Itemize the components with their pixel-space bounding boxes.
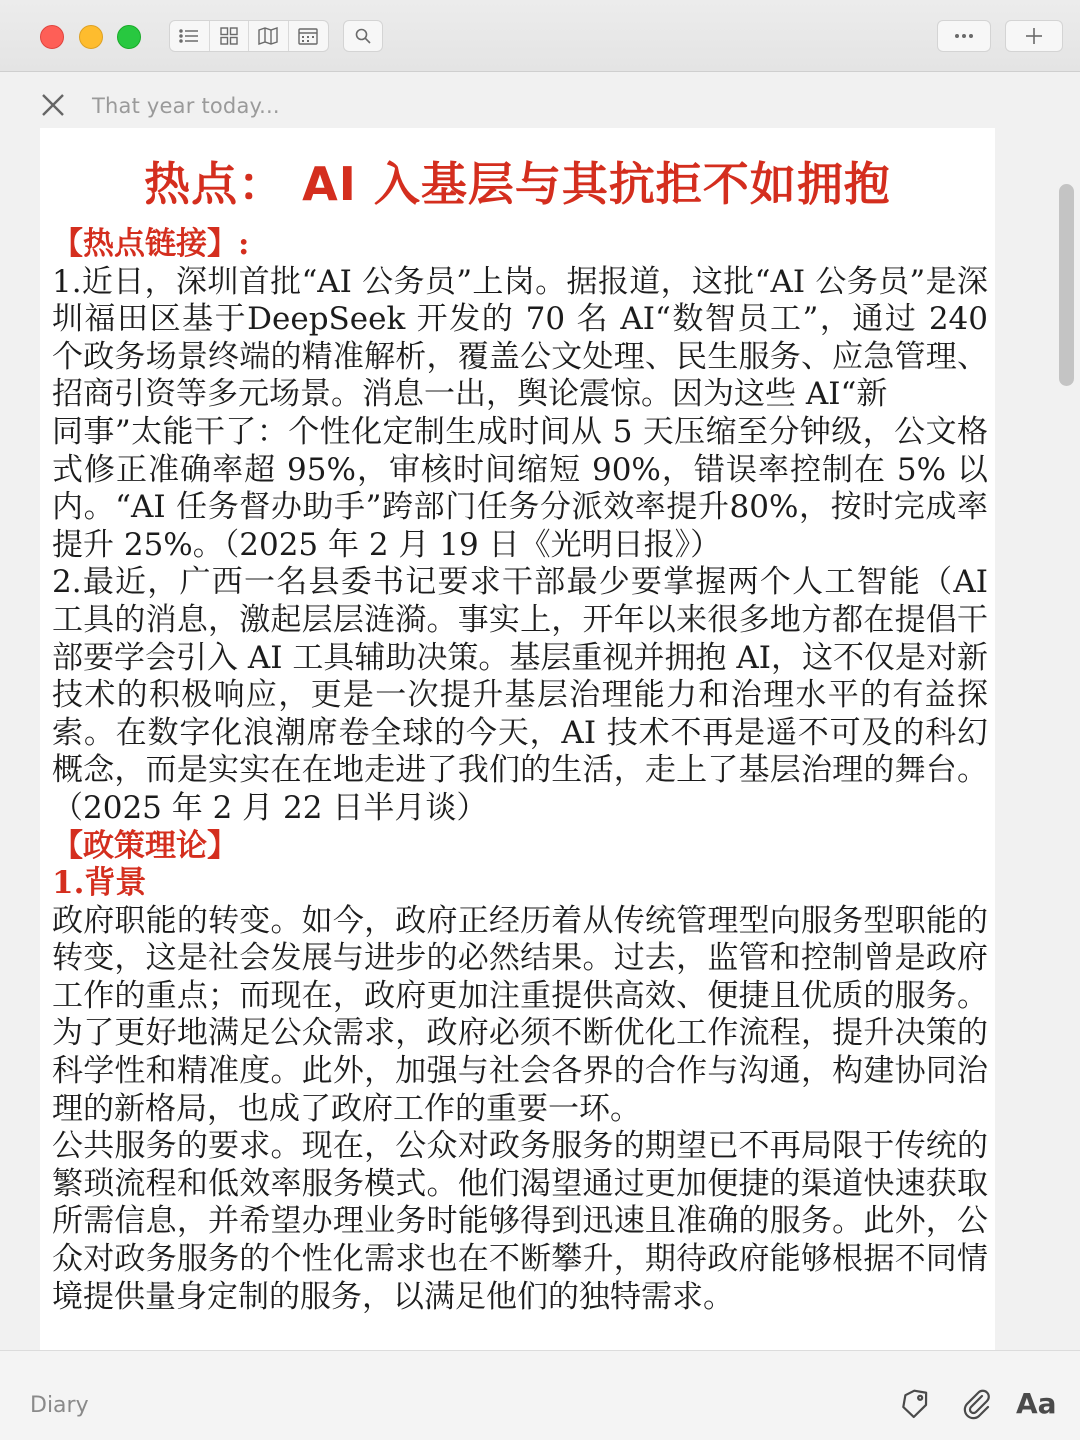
entry-title-field[interactable]: That year today...	[92, 94, 280, 118]
paragraph-3: 政府职能的转变。如今，政府正经历着从传统管理型向服务型职能的转变，这是社会发展与进步的必然结果。过去，监管和控制曾是政府工作的重点；而现在，政府更加注重提供高效、便捷且优质的服务。为了更好地满足公众需求，政府必须不断优化工作流程，提升决策的科学性和精准度。此外，加强与社会各界的合作与沟通，构建协同治理的新格局，也成了政府工作的重要一环。	[52, 902, 988, 1127]
view-switcher	[169, 20, 329, 52]
calendar-icon	[298, 27, 318, 45]
subsection-background: 1.背景	[52, 865, 147, 902]
map-icon	[258, 27, 278, 45]
journal-selector[interactable]: Diary	[30, 1393, 89, 1418]
font-format-button[interactable]: Aa	[1016, 1387, 1057, 1420]
more-button[interactable]	[938, 21, 990, 51]
close-icon[interactable]	[38, 90, 68, 120]
new-entry-button[interactable]	[1006, 21, 1062, 51]
paragraph-4: 公共服务的要求。现在，公众对政务服务的期望已不再局限于传统的繁琐流程和低效率服务模式。他们渴望通过更加便捷的渠道快速获取所需信息，并希望办理业务时能够得到迅速且准确的服务。此外，公众对政务服务的个性化需求也在不断攀升，期待政府能够根据不同情境提供量身定制的服务，以满足他们的独特需求。	[52, 1128, 988, 1315]
map-view-button[interactable]	[249, 21, 289, 51]
search-icon	[354, 27, 372, 45]
list-icon	[179, 28, 199, 44]
search-group	[343, 20, 383, 52]
section-hot-link: 【热点链接】:	[52, 226, 250, 262]
paragraph-1-lead: 1.近日，深圳首批“AI 公务员”上岗。据报道，这批“AI 公务员”是深圳福田区基于DeepSeek 开发的 70 名 AI“数智员工”，通过 240 个政务场景终端的精准解析，覆盖公文处理、民生服务、应急管理、招商引资等多元场景。消息一出，舆论震惊。因为这些 AI“新	[52, 263, 988, 413]
add-group	[1005, 20, 1063, 52]
section-policy: 【政策理论】	[52, 827, 238, 864]
zoom-window-button[interactable]	[117, 25, 141, 49]
more-icon	[954, 33, 974, 39]
minimize-window-button[interactable]	[79, 25, 103, 49]
search-button[interactable]	[344, 21, 382, 51]
paragraph-1-cont: 同事”太能干了：个性化定制生成时间从 5 天压缩至分钟级，公文格式修正准确率超 95%，审核时间缩短 90%，错误率控制在 5% 以内。“AI 任务督办助手”跨部门任务分派效率提升80%，按时完成率提升 25%。（2025 年 2 月 19 日《光明日报》）	[52, 413, 988, 563]
attachment-icon[interactable]	[960, 1387, 994, 1421]
close-window-button[interactable]	[40, 25, 64, 49]
bottom-toolbar	[0, 1350, 1080, 1440]
entry-text	[52, 226, 988, 1316]
paragraph-2: 2.最近，广西一名县委书记要求干部最少要掌握两个人工智能（AI 工具的消息，激起层层涟漪。事实上，开年以来很多地方都在提倡干部要学会引入 AI 工具辅助决策。基层重视并拥抱 AI，这不仅是对新技术的积极响应，更是一次提升基层治理能力和治理水平的有益探索。在数字化浪潮席卷全球的今天，AI 技术不再是遥不可及的科幻概念，而是实实在在地走进了我们的生活，走上了基层治理的舞台。（2025 年 2 月 22 日半月谈）	[52, 564, 988, 826]
entry-body[interactable]	[40, 128, 995, 1350]
calendar-view-button[interactable]	[289, 21, 328, 51]
list-view-button[interactable]	[170, 21, 210, 51]
tag-icon[interactable]	[898, 1387, 932, 1421]
window-titlebar	[0, 0, 1080, 72]
scrollbar-thumb[interactable]	[1059, 184, 1074, 386]
plus-icon	[1025, 27, 1043, 45]
grid-view-button[interactable]	[210, 21, 250, 51]
more-group	[937, 20, 991, 52]
grid-icon	[220, 27, 238, 45]
entry-headline: 热点： AI 入基层与其抗拒不如拥抱	[144, 157, 891, 211]
